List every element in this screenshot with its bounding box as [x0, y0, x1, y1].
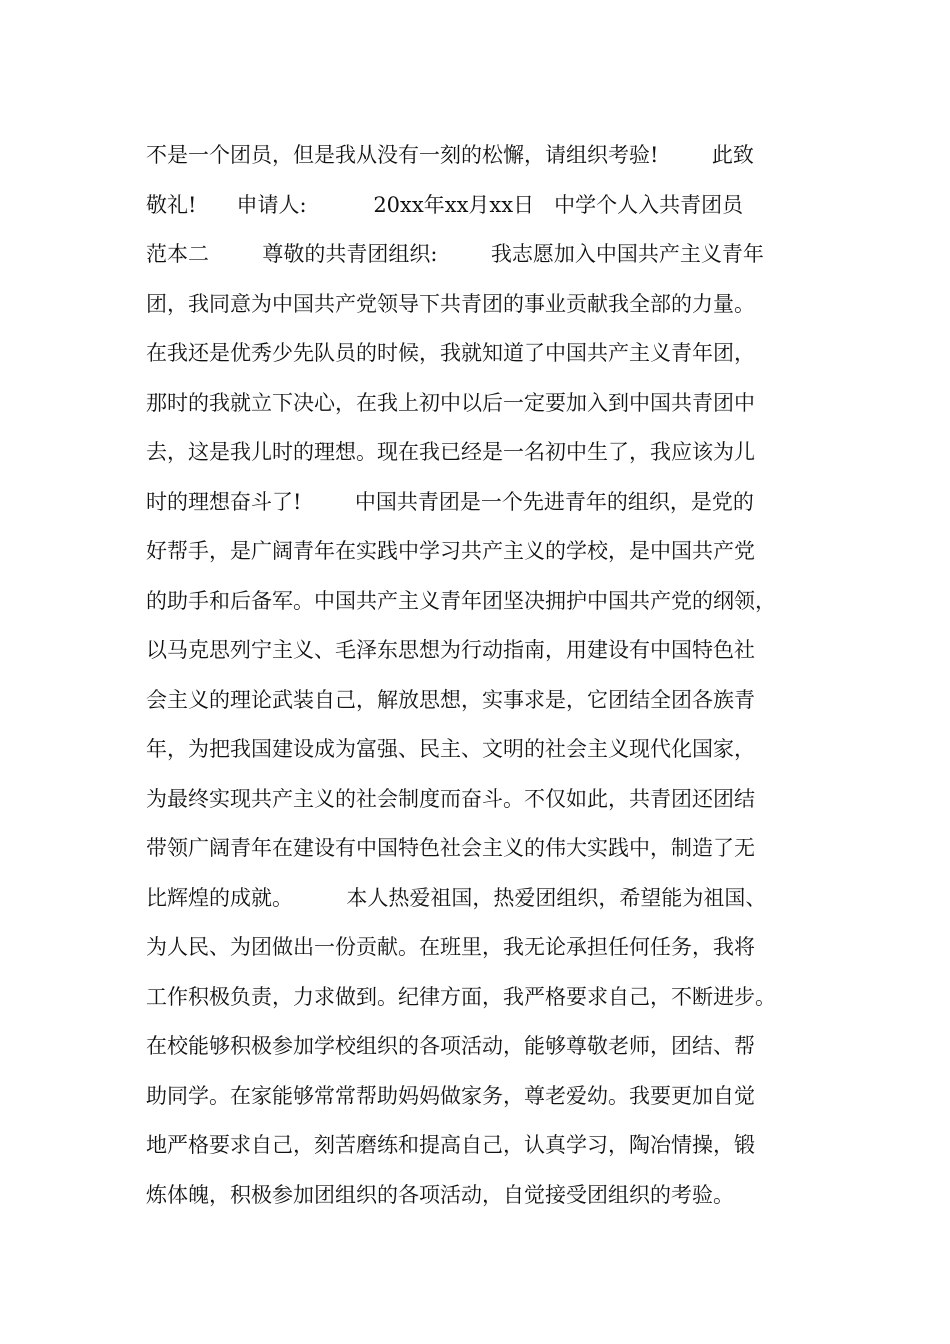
text-line: 不是一个团员，但是我从没有一刻的松懈，请组织考验! 此致: [146, 143, 754, 167]
text-line: 以马克思列宁主义、毛泽东思想为行动指南，用建设有中国特色社: [146, 638, 755, 662]
text-line: 范本二 尊敬的共青团组织: 我志愿加入中国共产主义青年: [146, 242, 764, 266]
text-line: 在校能够积极参加学校组织的各项活动，能够尊敬老师，团结、帮: [146, 1034, 755, 1058]
text-line: 敬礼! 申请人: 20xx年xx月xx日 中学个人入共青团员: [146, 192, 744, 217]
text-line: 年，为把我国建设成为富强、民主、文明的社会主义现代化国家，: [146, 737, 755, 761]
document-body: [146, 131, 846, 1220]
text-line: 炼体魄，积极参加团组织的各项活动，自觉接受团组织的考验。: [146, 1182, 734, 1207]
text-line: 比辉煌的成就。 本人热爱祖国，热爱团组织，希望能为祖国、: [146, 885, 767, 910]
text-line: 团，我同意为中国共产党领导下共青团的事业贡献我全部的力量。: [146, 291, 755, 316]
text-line: 地严格要求自己，刻苦磨练和提高自己，认真学习，陶冶情操，锻: [146, 1133, 755, 1157]
text-line: 去，这是我儿时的理想。现在我已经是一名初中生了，我应该为儿: [146, 440, 755, 464]
text-line: 为最终实现共产主义的社会制度而奋斗。不仅如此，共青团还团结: [146, 786, 755, 811]
text-line: 的助手和后备军。中国共产主义青年团坚决拥护中国共产党的纲领，: [146, 588, 776, 613]
text-line: 时的理想奋斗了! 中国共青团是一个先进青年的组织，是党的: [146, 489, 754, 514]
text-line: 好帮手，是广阔青年在实践中学习共产主义的学校，是中国共产党: [146, 539, 755, 563]
text-line: 在我还是优秀少先队员的时候，我就知道了中国共产主义青年团，: [146, 341, 755, 365]
text-line: 为人民、为团做出一份贡献。在班里，我无论承担任何任务，我将: [146, 935, 755, 959]
text-line: 带领广阔青年在建设有中国特色社会主义的伟大实践中，制造了无: [146, 836, 755, 860]
text-line: 工作积极负责，力求做到。纪律方面，我严格要求自己，不断进步。: [146, 984, 776, 1009]
text-line: 那时的我就立下决心，在我上初中以后一定要加入到中国共青团中: [146, 390, 755, 415]
text-line: 助同学。在家能够常常帮助妈妈做家务，尊老爱幼。我要更加自觉: [146, 1083, 755, 1108]
text-line: 会主义的理论武装自己，解放思想，实事求是，它团结全团各族青: [146, 687, 755, 712]
